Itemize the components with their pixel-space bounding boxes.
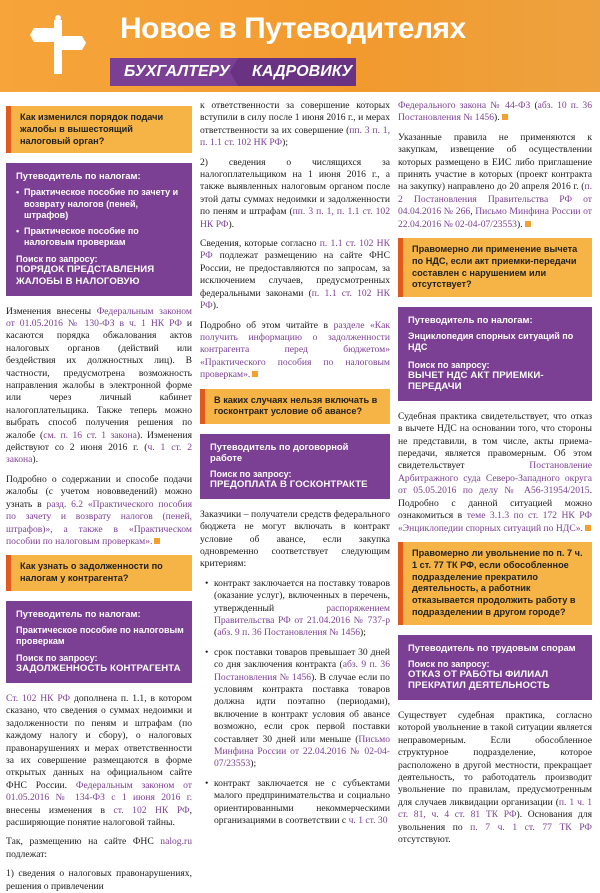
guide-link[interactable]: разделе «Как получить информацию о задолженности контрагента перед бюджетом» «Практического пособия по налоговым проверкам». (200, 319, 390, 381)
guide-item: • Практическое пособие по зачету и возврату налогов (пеней, штрафов) (16, 187, 184, 221)
law-link[interactable]: распоряжением Правительства РФ от 21.04.2016 № 737-р (214, 602, 390, 626)
site-link[interactable]: nalog.ru (160, 836, 192, 848)
question-advance: В каких случаях нельзя включать в госконтракт условие об авансе? (200, 389, 390, 425)
law-link[interactable]: Ст. 102 НК РФ (6, 692, 71, 704)
tab-hr: КАДРОВИКУ (238, 58, 356, 86)
paragraph: Заказчики – получатели средств федерального бюджета не могут включать в контракт условие об авансе, если закупка одновременно соответствует следующим критериям: (200, 508, 390, 570)
paragraph: Судебная практика свидетельствует, что отказ в вычете НДС на основании того, что стороны не представили, в том числе, акты приема-передачи, является правомерным. Об этом свидетельствует Постановление Арбитражного суда Северо-Западного округа от 05.05.2016 по делу № А56-31954/2015. Подробно с данной ситуацией можно ознакомиться в теме 3.1.3 по ст. 172 НК РФ «Энциклопедии спорных ситуаций по НДС». (398, 410, 592, 534)
guide-box-vat (398, 307, 592, 401)
paragraph: 1) сведения о налоговых правонарушениях, решения о привлечении (6, 868, 192, 892)
paragraph: Подробно о содержании и способе подачи жалобы (с учетом нововведений) можно узнать в разд. 6.2 «Практического пособия по зачету и возврату налогов (пеней, штрафов)», а также в «Практическом пособии по налоговым проверкам». (6, 473, 192, 547)
end-marker-icon (252, 371, 258, 377)
law-link[interactable]: абз. 9 п. 36 Постановления № 1456 (217, 627, 361, 639)
guide-box-complaint (6, 163, 192, 295)
question-dismissal: Правомерно ли увольнение по п. 7 ч. 1 ст. 77 ТК РФ, если обособленное подразделение прекратило деятельность, а работник отказывается продолжить работу в подразделении в другом городе? (398, 542, 592, 625)
paragraph: Ст. 102 НК РФ дополнена п. 1.1, в котором сказано, что сведения о суммах недоимки и задолженности по пеням и штрафам (по каждому налогу и сбору), о налоговых правонарушениях и мерах ответственности за их совершение размещаются в форме открытых данных на официальном сайте ФНС России. Федеральным законом от 01.05.2016 № 134-ФЗ с 1 июня 2016 г. внесены изменения в ст. 102 НК РФ, расширяющие понятие налоговой тайны. (6, 692, 192, 828)
law-link[interactable]: Письмо Минфина России от 22.04.2016 № 02-04-07/23553 (214, 733, 390, 770)
law-link[interactable]: п. 7 ч. 1 ст. 77 ТК РФ (470, 821, 592, 833)
paragraph: Сведения, которые согласно п. 1.1 ст. 102 НК РФ подлежат размещению на сайте ФНС России, не предоставляются по запросам, за исключением случаев, предусмотренных федеральными законами (п. 1.1 ст. 102 НК РФ). (200, 238, 390, 312)
page-header (0, 0, 600, 92)
search-query: ПОРЯДОК ПРЕДСТАВЛЕНИЯ ЖАЛОБЫ В НАЛОГОВУЮ (16, 264, 155, 287)
search-label: Поиск по запросу: (16, 254, 98, 265)
paragraph: Указанные правила не применяются к закупкам, извещение об осуществлении которых размещено в ЕИС либо приглашение принять участие в которых (проект контракта на закупку) направлено до 20 апреля 2016 г. (п. 2 Постановления Правительства РФ от 04.04.2016 № 266, Письмо Минфина России от 22.04.2016 № 02-04-07/23553). (398, 131, 592, 230)
law-link[interactable]: Федеральным законом от 01.05.2016 № 134-ФЗ с 1 июня 2016 г. (6, 779, 192, 804)
law-link[interactable]: Федеральным законом от 01.05.2016 № 130-ФЗ в ч. 1 НК РФ (6, 305, 192, 329)
paragraph: к ответственности за совершение которых вступили в силу после 1 июня 2016 г., и мерах ответственности за их совершение (пп. 3 п. 1, п. 1.1 ст. 102 НК РФ); (200, 100, 391, 149)
list-item: • срок поставки товаров превышает 30 дней со дня заключения контракта (абз. 9 п. 36 Постановления № 1456). В случае если по условиям контракта поставка товаров должна идти поэтапно (периодами), включение в контракт условия об авансе возможно, если срок первой поставки составляет 30 дней или меньше (Письмо Минфина России от 22.04.2016 № 02-04-07/23553); (214, 647, 390, 771)
law-link[interactable]: пп. 3 п. 1, п. 1.1 ст. 102 НК РФ (200, 206, 390, 230)
column-1 (6, 100, 192, 892)
question-complaint: Как изменился порядок подачи жалобы в вышестоящий налоговый орган? (6, 106, 192, 153)
law-link[interactable]: Письмо Минфина России от 22.04.2016 № 02-04-07/23553 (398, 206, 592, 230)
guide-item: Практическое пособие по налоговым проверкам (16, 624, 184, 647)
paragraph: Существует судебная практика, согласно которой увольнение в такой ситуации является неправомерным. Если обособленное структурное подразделение, которое расположено в другой местности, прекращает деятельность, то работодатель производит увольнение по правилам, предусмотренным для случаев ликвидации организации (п. 1 ч. 1 ст. 81, ч. 4 ст. 81 ТК РФ). Основания для увольнения по п. 7 ч. 1 ст. 77 ТК РФ отсутствуют. (398, 709, 592, 845)
law-link[interactable]: ч. 1 ст. 30 (348, 815, 388, 827)
search-query: ЗАДОЛЖЕННОСТЬ КОНТРАГЕНТА (16, 663, 181, 675)
law-link[interactable]: абз. 9 п. 36 Постановления № 1456 (214, 659, 390, 683)
guide-title: Путеводитель по налогам: (16, 170, 141, 182)
law-link[interactable]: п. 1.1 ст. 102 НК РФ (200, 287, 390, 312)
paragraph: Так, размещению на сайте ФНС nalog.ru подлежат: (6, 836, 192, 860)
search-query: ПРЕДОПЛАТА В ГОСКОНТРАКТЕ (210, 479, 368, 491)
end-marker-icon (154, 538, 160, 544)
law-link[interactable]: п. 1 ч. 1 ст. 81, ч. 4 ст. 81 ТК РФ (398, 796, 592, 821)
page-title: Новое в Путеводителях (120, 12, 466, 45)
search-query: ОТКАЗ ОТ РАБОТЫ ФИЛИАЛ ПРЕКРАТИЛ ДЕЯТЕЛЬНОСТЬ (408, 668, 550, 692)
paragraph: 2) сведения о числящихся за налогоплательщиком на 1 июня 2016 г., а также выявленных налоговым органом после этой даты суммах недоимки и задолженности по пеням и штрафам (пп. 3 п. 1, п. 1.1 ст. 102 НК РФ). (200, 156, 390, 230)
signpost-logo-icon (30, 14, 86, 74)
guide-title: Путеводитель по договорной работе (210, 441, 349, 464)
criteria-list (200, 578, 390, 828)
end-marker-icon (502, 114, 508, 120)
search-label: Поиск по запросу: (408, 359, 490, 370)
paragraph: Изменения внесены Федеральным законом от 01.05.2016 № 130-ФЗ в ч. 1 НК РФ и касаются порядка обжалования актов налоговых органов (действий или бездействия их должностных лиц). В частности, предусмотрена возможность направления жалобы в электронной форме или через личный кабинет налогоплательщика. Также теперь можно выбрать способ получения решения по жалобе (см. п. 16 ст. 1 закона). Изменения действуют со 2 июня 2016 г. (ч. 1 ст. 2 закона). (6, 305, 192, 466)
guide-title: Путеводитель по трудовым спорам (408, 641, 576, 653)
law-link[interactable]: п. 2 Постановления Правительства РФ от 04.04.2016 № 266 (398, 181, 592, 218)
law-link[interactable]: Постановление Арбитражного суда Северо-Западного округа от 05.05.2016 по делу № А56-31954/2015 (398, 460, 592, 497)
list-item: • контракт заключается не с субъектами малого предпринимательства и социально ориентированными некоммерческими организациями в соответствии с ч. 1 ст. 30 (214, 778, 390, 828)
paragraph: Подробно об этом читайте в разделе «Как получить информацию о задолженности контрагента перед бюджетом» «Практического пособия по налоговым проверкам». (200, 319, 390, 381)
law-link[interactable]: абз. 10 п. 36 Постановления № 1456 (398, 100, 593, 124)
guide-box-debt (6, 601, 192, 683)
question-vat: Правомерно ли применение вычета по НДС, если акт приемки-передачи составлен с нарушением или отсутствует? (398, 238, 592, 297)
end-marker-icon (525, 221, 531, 227)
law-link[interactable]: пп. 3 п. 1, п. 1.1 ст. 102 НК РФ (200, 124, 391, 149)
law-link[interactable]: см. п. 16 ст. 1 закона (43, 429, 137, 441)
search-query: ВЫЧЕТ НДС АКТ ПРИЕМКИ-ПЕРЕДАЧИ (408, 369, 544, 393)
column-2 (200, 100, 390, 860)
guide-item: Энциклопедия спорных ситуаций по НДС (408, 331, 574, 353)
guide-link[interactable]: теме 3.1.3 по ст. 172 НК РФ «Энциклопедии спорных ситуаций по НДС». (398, 510, 592, 534)
guide-item: • Практическое пособие по налоговым проверкам (16, 226, 184, 248)
guide-title: Путеводитель по налогам: (16, 607, 141, 619)
tab-accountant: БУХГАЛТЕРУ (110, 58, 238, 86)
end-marker-icon (585, 525, 591, 531)
law-link[interactable]: п. 1.1 ст. 102 НК РФ (200, 238, 390, 262)
column-3 (398, 100, 592, 860)
guide-box-advance (200, 434, 390, 499)
question-debt: Как узнать о задолженности по налогам у контрагента? (6, 555, 192, 591)
law-link[interactable]: ч. 1 ст. 2 закона (6, 442, 192, 466)
search-label: Поиск по запросу: (210, 469, 292, 480)
search-label: Поиск по запросу: (408, 658, 490, 669)
law-link[interactable]: ст. 102 НК РФ (113, 804, 190, 816)
paragraph: Федерального закона № 44-ФЗ (абз. 10 п. 36 Постановления № 1456). (398, 100, 593, 124)
list-item: • контракт заключается на поставку товаров (оказание услуг), включенных в перечень, утвержденный распоряжением Правительства РФ от 21.04.2016 № 737-р (абз. 9 п. 36 Постановления № 1456); (214, 578, 390, 640)
search-label: Поиск по запросу: (16, 653, 98, 664)
guide-title: Путеводитель по налогам: (408, 314, 533, 326)
guide-box-dismissal (398, 635, 592, 700)
guide-link[interactable]: разд. 6.2 «Практического пособия по зачету и возврату налогов (пеней, штрафов)», а также в «Практическом пособии по налоговым проверкам». (6, 498, 192, 547)
law-link[interactable]: Федерального закона № 44-ФЗ (398, 100, 531, 111)
